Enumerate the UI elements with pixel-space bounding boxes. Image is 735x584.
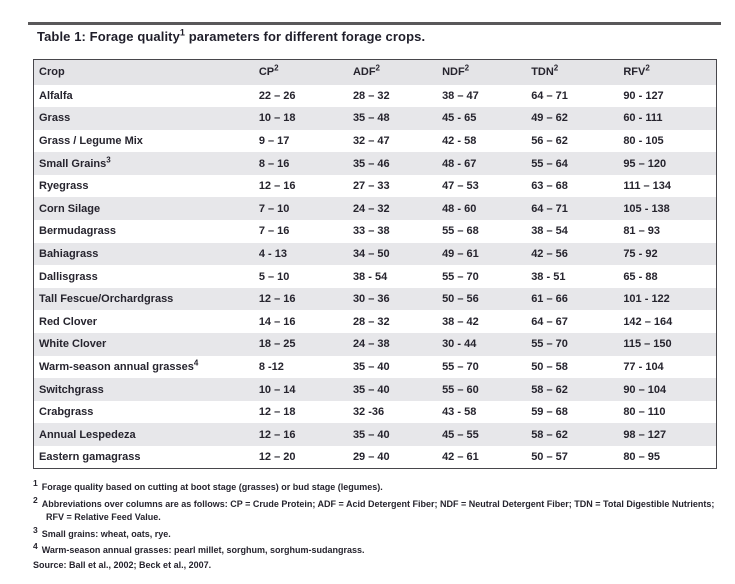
top-divider — [28, 22, 721, 25]
table-row — [34, 310, 717, 333]
column-header — [526, 60, 618, 85]
column-header — [34, 60, 254, 85]
column-header-label: TDN — [531, 66, 554, 79]
cp-value-cell: 18 – 25 — [258, 338, 296, 351]
rfv-value-cell: 101 - 122 — [623, 293, 670, 306]
table-row — [34, 243, 717, 266]
tdn-value-cell: 64 – 71 — [531, 89, 568, 102]
table-row — [34, 85, 717, 108]
adf-value-cell: 35 – 40 — [352, 360, 390, 373]
cp-value-cell: 12 – 16 — [258, 293, 296, 306]
source-line: Source: Ball et al., 2002; Beck et al., 2007. — [33, 560, 212, 570]
column-header — [618, 60, 716, 85]
ndf-value-cell: 55 – 70 — [442, 270, 479, 283]
cp-value-cell: 12 – 16 — [258, 428, 296, 441]
cp-value-cell: 7 – 16 — [258, 225, 290, 238]
column-header — [348, 60, 437, 85]
table-row — [34, 265, 717, 288]
table-row — [34, 356, 717, 379]
adf-value-cell: 24 – 38 — [352, 338, 390, 351]
crop-name: Alfalfa — [39, 89, 73, 102]
ndf-value-cell: 55 – 60 — [442, 383, 479, 396]
table-row — [34, 446, 717, 469]
ndf-value-cell: 42 – 61 — [442, 451, 479, 464]
tdn-value-cell: 42 – 56 — [531, 247, 568, 260]
adf-value-cell: 38 - 54 — [352, 270, 388, 283]
crop-name: Grass / Legume Mix — [39, 134, 143, 147]
rfv-value-cell: 95 – 120 — [623, 157, 667, 170]
cp-value-cell: 10 – 18 — [258, 112, 296, 125]
ndf-value-cell: 42 - 58 — [442, 134, 477, 147]
tdn-value-cell: 55 – 64 — [531, 157, 568, 170]
table-row — [34, 107, 717, 130]
column-header — [254, 60, 348, 85]
rfv-value-cell: 142 – 164 — [623, 315, 673, 328]
tdn-value-cell: 50 – 58 — [531, 360, 568, 373]
adf-value-cell: 35 – 40 — [352, 428, 390, 441]
cp-value-cell: 10 – 14 — [258, 383, 296, 396]
tdn-value-cell: 50 – 57 — [531, 451, 568, 464]
crop-cell — [34, 130, 254, 153]
rfv-value-cell: 80 - 105 — [623, 134, 664, 147]
crop-name: Switchgrass — [39, 383, 104, 396]
cp-value-cell: 12 – 16 — [258, 180, 296, 193]
table-title-text: Table 1: Forage quality — [37, 29, 180, 44]
crop-name: Eastern gamagrass — [39, 451, 141, 464]
tdn-value-cell: 59 – 68 — [531, 406, 568, 419]
table-row — [34, 152, 717, 175]
adf-value-cell: 32 – 47 — [352, 134, 390, 147]
ndf-value-cell: 48 - 67 — [442, 157, 477, 170]
footnote — [33, 541, 723, 558]
footnote — [33, 524, 723, 542]
column-header-footnote-ref: 2 — [464, 63, 470, 73]
tdn-value-cell: 38 - 51 — [531, 270, 566, 283]
crop-name: Dallisgrass — [39, 270, 98, 283]
rfv-value-cell: 111 – 134 — [623, 180, 672, 193]
crop-name: Bahiagrass — [39, 247, 99, 260]
crop-cell — [34, 310, 254, 333]
table-title — [37, 29, 425, 44]
ndf-value-cell: 43 - 58 — [442, 406, 477, 419]
table-body — [34, 85, 717, 469]
tdn-value-cell: 58 – 62 — [531, 428, 568, 441]
tdn-value-cell: 38 – 54 — [531, 225, 568, 238]
cp-value-cell: 7 – 10 — [258, 202, 290, 215]
rfv-value-cell: 105 - 138 — [623, 202, 670, 215]
rfv-value-cell: 90 – 104 — [623, 383, 667, 396]
column-header-footnote-ref: 2 — [375, 63, 380, 73]
cp-value-cell: 5 – 10 — [258, 270, 290, 283]
crop-cell — [34, 333, 254, 356]
column-header-footnote-ref: 2 — [274, 63, 279, 73]
rfv-value-cell: 60 - 111 — [623, 112, 663, 125]
rfv-value-cell: 75 - 92 — [623, 247, 658, 260]
rfv-value-cell: 98 – 127 — [623, 428, 667, 441]
ndf-value-cell: 50 – 56 — [442, 293, 479, 306]
crop-name: Bermudagrass — [39, 225, 117, 238]
rfv-value-cell: 80 – 110 — [623, 406, 666, 419]
ndf-value-cell: 47 – 53 — [442, 180, 479, 193]
crop-cell — [34, 423, 254, 446]
cp-value-cell: 12 – 18 — [258, 406, 296, 419]
crop-cell — [34, 446, 254, 469]
ndf-value-cell: 30 - 44 — [442, 338, 477, 351]
crop-cell — [34, 243, 254, 266]
adf-value-cell: 30 – 36 — [352, 293, 390, 306]
crop-name: Crabgrass — [39, 406, 94, 419]
rfv-value-cell: 77 - 104 — [623, 360, 664, 373]
column-header — [437, 60, 526, 85]
tdn-value-cell: 56 – 62 — [531, 134, 568, 147]
cp-value-cell: 22 – 26 — [258, 89, 296, 102]
adf-value-cell: 29 – 40 — [352, 451, 390, 464]
adf-value-cell: 34 – 50 — [352, 247, 390, 260]
footnote-text: Warm-season annual grasses: pearl millet, sorghum, sorghum-sudangrass. — [41, 545, 365, 555]
column-header-label: Crop — [39, 66, 65, 79]
crop-cell — [34, 197, 254, 220]
cp-value-cell: 14 – 16 — [258, 315, 296, 328]
table-row — [34, 288, 717, 311]
crop-name: Tall Fescue/Orchardgrass — [39, 293, 174, 306]
crop-footnote-ref: 3 — [106, 154, 111, 164]
crop-name: Grass — [39, 112, 71, 125]
crop-cell — [34, 356, 254, 379]
crop-cell — [34, 85, 254, 108]
crop-cell — [34, 107, 254, 130]
crop-name: White Clover — [39, 338, 107, 351]
crop-cell — [34, 288, 254, 311]
table-row — [34, 423, 717, 446]
table-row — [34, 130, 717, 153]
forage-quality-table — [33, 59, 717, 469]
rfv-value-cell: 80 – 95 — [623, 451, 661, 464]
column-header-label: NDF — [442, 66, 465, 79]
adf-value-cell: 32 -36 — [352, 406, 385, 419]
crop-name: Small Grains — [39, 157, 107, 170]
table-row — [34, 401, 717, 424]
table-row — [34, 378, 717, 401]
table-row — [34, 333, 717, 356]
crop-name: Annual Lespedeza — [39, 428, 136, 441]
crop-cell — [34, 220, 254, 243]
adf-value-cell: 28 – 32 — [352, 315, 390, 328]
tdn-value-cell: 64 – 67 — [531, 315, 568, 328]
cp-value-cell: 8 -12 — [258, 360, 284, 373]
footnote-number: 2 — [33, 494, 38, 505]
footnotes — [33, 478, 723, 561]
footnote-number: 4 — [33, 541, 38, 551]
ndf-value-cell: 38 – 42 — [442, 315, 479, 328]
adf-value-cell: 35 – 40 — [352, 383, 390, 396]
footnote — [33, 478, 723, 495]
table-row — [34, 220, 717, 243]
adf-value-cell: 28 – 32 — [352, 89, 390, 102]
ndf-value-cell: 38 – 47 — [442, 89, 479, 102]
rfv-value-cell: 115 – 150 — [623, 338, 672, 351]
column-header-label: RFV — [623, 66, 646, 79]
column-header-label: CP — [258, 66, 275, 79]
rfv-value-cell: 90 - 127 — [623, 89, 664, 102]
tdn-value-cell: 49 – 62 — [531, 112, 568, 125]
adf-value-cell: 33 – 38 — [352, 225, 390, 238]
crop-name: Red Clover — [39, 315, 98, 328]
adf-value-cell: 35 – 46 — [352, 157, 390, 170]
ndf-value-cell: 55 – 70 — [442, 360, 479, 373]
cp-value-cell: 8 – 16 — [258, 157, 290, 170]
crop-name: Ryegrass — [39, 180, 89, 193]
crop-cell — [34, 401, 254, 424]
ndf-value-cell: 49 – 61 — [442, 247, 479, 260]
footnote-number: 1 — [33, 478, 38, 488]
tdn-value-cell: 61 – 66 — [531, 293, 568, 306]
ndf-value-cell: 55 – 68 — [442, 225, 479, 238]
cp-value-cell: 4 - 13 — [258, 247, 287, 260]
tdn-value-cell: 58 – 62 — [531, 383, 568, 396]
table-row — [34, 197, 717, 220]
crop-cell — [34, 265, 254, 288]
footnote-text: Forage quality based on cutting at boot stage (grasses) or bud stage (legumes). — [41, 482, 383, 492]
table-title-rest: parameters for different forage crops. — [185, 29, 426, 44]
footnote-number: 3 — [33, 524, 38, 535]
tdn-value-cell: 64 – 71 — [531, 202, 568, 215]
adf-value-cell: 24 – 32 — [352, 202, 390, 215]
footnote-text: Abbreviations over columns are as follows: CP = Crude Protein; ADF = Acid Detergent Fiber; NDF = Neutral Detergent Fiber; TDN = Total Digestible Nutrients; RFV = Relative Feed Value. — [41, 498, 715, 522]
crop-name: Warm-season annual grasses — [39, 360, 194, 373]
table-title-footnote-ref: 1 — [179, 27, 186, 38]
crop-cell — [34, 175, 254, 198]
adf-value-cell: 27 – 33 — [352, 180, 390, 193]
crop-cell — [34, 152, 254, 175]
ndf-value-cell: 45 - 65 — [442, 112, 477, 125]
tdn-value-cell: 55 – 70 — [531, 338, 568, 351]
table-header-row — [34, 60, 717, 85]
ndf-value-cell: 48 - 60 — [442, 202, 477, 215]
footnote-text: Small grains: wheat, oats, rye. — [41, 528, 171, 539]
ndf-value-cell: 45 – 55 — [442, 428, 479, 441]
rfv-value-cell: 81 – 93 — [623, 225, 661, 238]
crop-cell — [34, 378, 254, 401]
crop-name: Corn Silage — [39, 202, 101, 215]
adf-value-cell: 35 – 48 — [352, 112, 390, 125]
rfv-value-cell: 65 - 88 — [623, 270, 658, 283]
cp-value-cell: 9 – 17 — [258, 134, 290, 147]
column-header-footnote-ref: 2 — [553, 63, 559, 73]
crop-footnote-ref: 4 — [193, 358, 199, 368]
table-row — [34, 175, 717, 198]
column-header-footnote-ref: 2 — [645, 63, 650, 73]
cp-value-cell: 12 – 20 — [258, 451, 296, 464]
footnote — [33, 494, 723, 525]
column-header-label: ADF — [352, 66, 376, 79]
tdn-value-cell: 63 – 68 — [531, 180, 568, 193]
